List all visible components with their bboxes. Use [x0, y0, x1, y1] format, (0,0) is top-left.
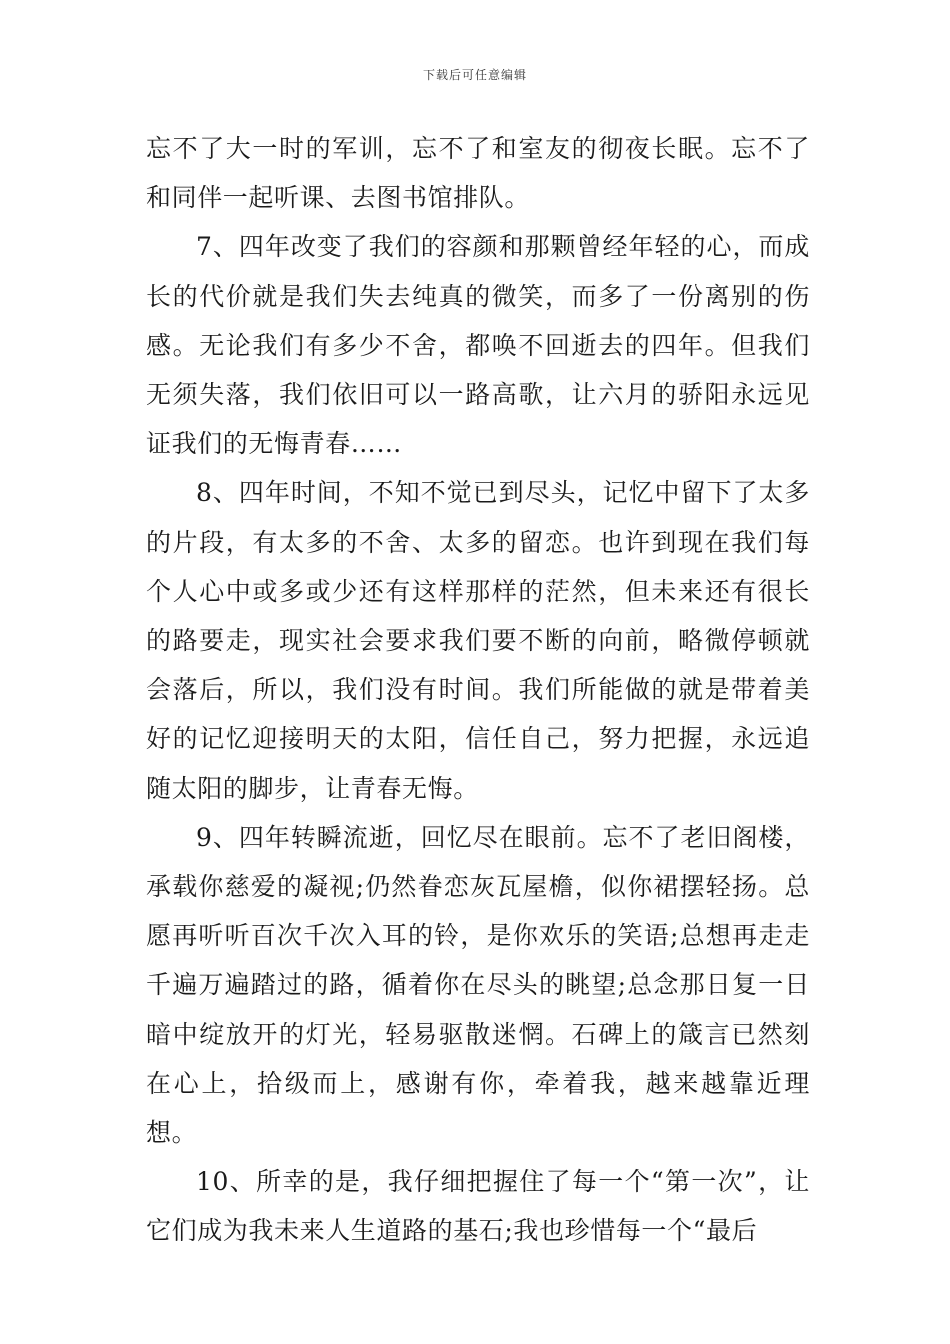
paragraph-continuation: 忘不了大一时的军训，忘不了和室友的彻夜长眠。忘不了和同伴一起听课、去图书馆排队。 — [146, 134, 810, 213]
paragraph-7: 7、四年改变了我们的容颜和那颗曾经年轻的心，而成长的代价就是我们失去纯真的微笑，而多了一份离别的伤感。无论我们有多少不舍，都唤不回逝去的四年。但我们无须失落，我们依旧可以一路高歌，让六月的骄阳永远见证我们的无悔青春…… — [146, 232, 810, 459]
page-header: 下载后可任意编辑 — [422, 68, 527, 82]
paragraph-8: 8、四年时间，不知不觉已到尽头，记忆中留下了太多的片段，有太多的不舍、太多的留恋。也许到现在我们每个人心中或多或少还有这样那样的茫然，但未来还有很长的路要走，现实社会要求我们要不断的向前，略微停顿就会落后，所以，我们没有时间。我们所能做的就是带着美好的记忆迎接明天的太阳，信任自己，努力把握，永远追随太阳的脚步，让青春无悔。 — [146, 478, 810, 803]
paragraph-9: 9、四年转瞬流逝，回忆尽在眼前。忘不了老旧阁楼，承载你慈爱的凝视;仍然眷恋灰瓦屋檐，似你裙摆轻扬。总愿再听听百次千次入耳的铃，是你欢乐的笑语;总想再走走千遍万遍踏过的路，循着你在尽头的眺望;总念那日复一日暗中绽放开的灯光，轻易驱散迷惘。石碑上的箴言已然刻在心上，拾级而上，感谢有你，牵着我，越来越靠近理想。 — [146, 822, 810, 1148]
document-body — [146, 124, 810, 1256]
paragraph-10: 10、所幸的是，我仔细把握住了每一个“第一次”，让它们成为我未来人生道路的基石;我也珍惜每一个“最后 — [146, 1167, 810, 1246]
